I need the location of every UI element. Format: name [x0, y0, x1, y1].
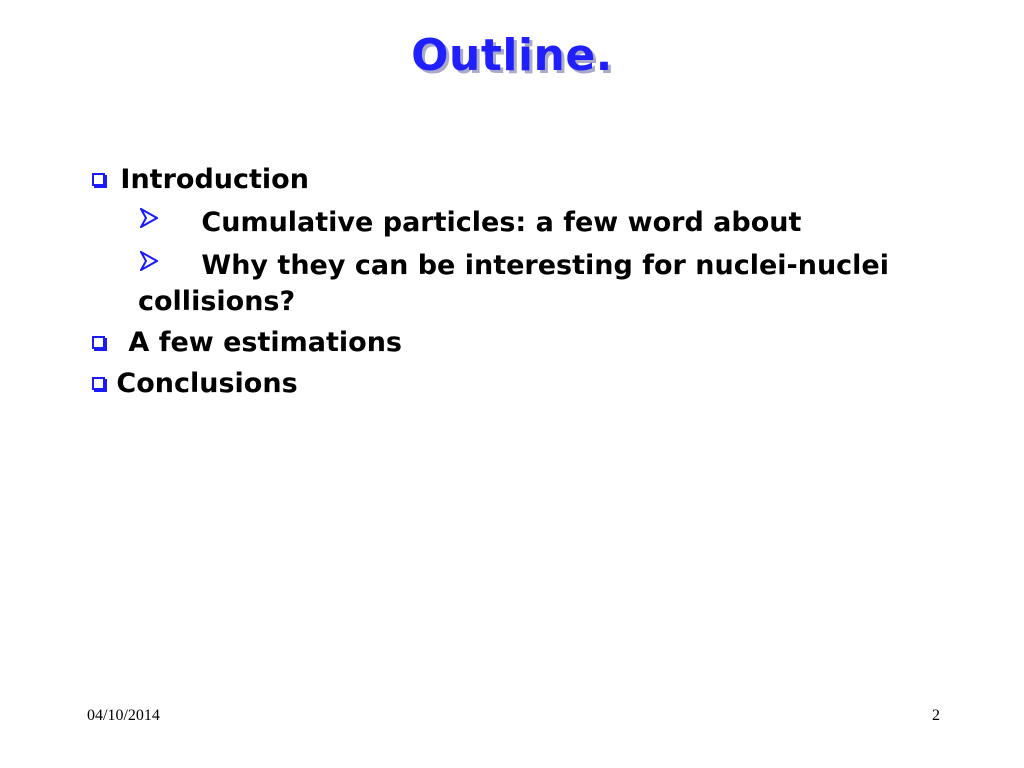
arrowhead-bullet-icon [140, 203, 158, 237]
footer-page-number: 2 [932, 707, 940, 724]
bullet-conclusions [92, 367, 298, 401]
bullet-introduction [92, 163, 309, 197]
sub-bullet-label: Why they can be interesting for nuclei-nuclei [201, 250, 889, 281]
slide-title: Outline. [411, 30, 613, 81]
footer-date: 04/10/2014 [87, 707, 160, 724]
sub-bullet-label: Cumulative particles: a few word about [201, 207, 802, 238]
sub-bullet-why [140, 246, 889, 283]
sub-bullet-cumulative [140, 203, 801, 240]
square-bullet-icon [92, 173, 105, 186]
bullet-label: Conclusions [116, 368, 298, 399]
bullet-label: A few estimations [128, 327, 403, 358]
bullet-estimations [92, 326, 402, 360]
square-bullet-icon [92, 377, 105, 390]
bullet-label: Introduction [120, 164, 309, 195]
square-bullet-icon [92, 336, 105, 349]
sub-bullet-why-continuation: collisions? [138, 286, 296, 317]
arrowhead-bullet-icon [140, 246, 158, 280]
